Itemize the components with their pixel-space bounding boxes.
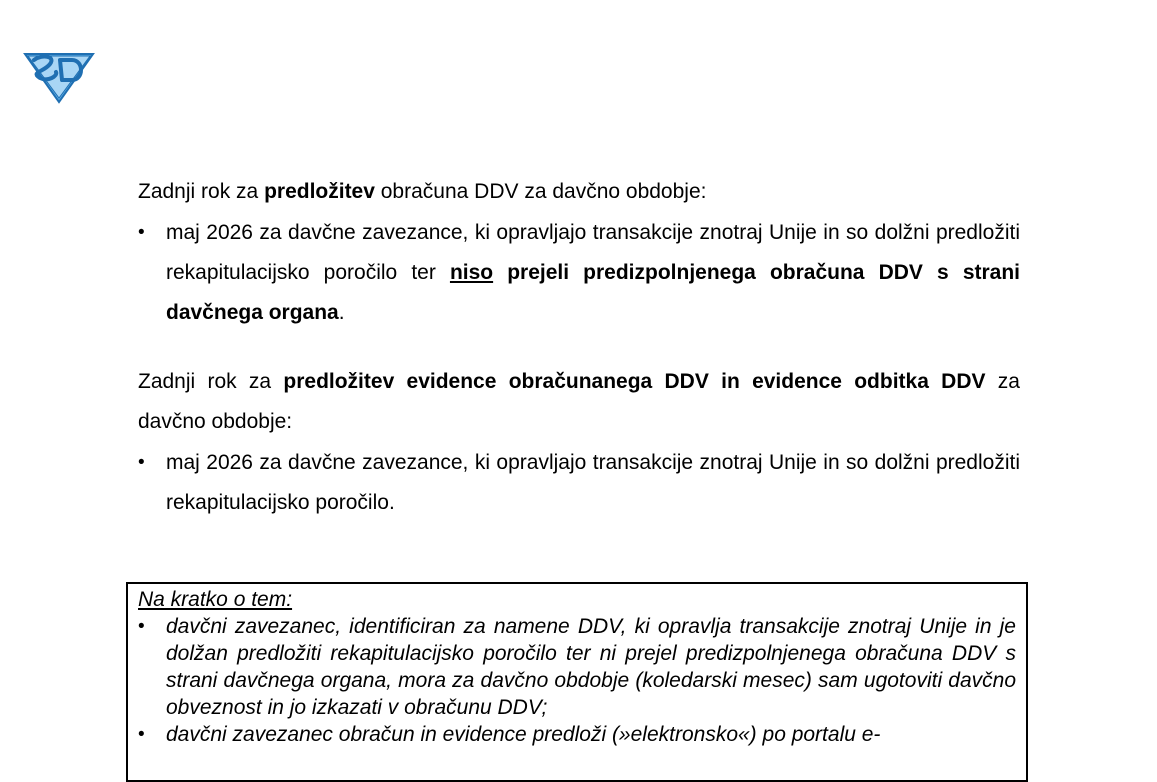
section1-list bbox=[138, 213, 1020, 333]
section2-intro: Zadnji rok za predložitev evidence obračunanega DDV in evidence odbitka DDV za davčno obdobje: bbox=[138, 370, 1020, 433]
summary-box-title: Na kratko o tem: bbox=[138, 588, 293, 611]
summary-box bbox=[126, 582, 1028, 782]
list-item: • maj 2026 za davčne zavezance, ki opravljajo transakcije znotraj Unije in so dolžni predložiti rekapitulacijsko poročilo. bbox=[138, 443, 1020, 523]
sd-shield-logo-icon bbox=[22, 46, 96, 104]
summary-box-list bbox=[138, 613, 1016, 748]
list-item: • maj 2026 za davčne zavezance, ki opravljajo transakcije znotraj Unije in so dolžni predložiti rekapitulacijsko poročilo ter niso prejeli predizpolnjenega obračuna DDV s strani davčnega organa. bbox=[138, 213, 1020, 333]
section2-list bbox=[138, 443, 1020, 523]
list-item: • davčni zavezanec obračun in evidence predloži (»elektronsko«) po portalu e- bbox=[138, 721, 1016, 748]
section1-intro: Zadnji rok za predložitev obračuna DDV za davčno obdobje: bbox=[138, 180, 707, 203]
list-item: • davčni zavezanec, identificiran za namene DDV, ki opravlja transakcije znotraj Unije in je dolžan predložiti rekapitulacijsko poročilo ter ni prejel predizpolnjenega obračuna DDV s strani davčnega organa, mora za davčno obdobje (koledarski mesec) sam ugotoviti davčno obveznost in jo izkazati v obračunu DDV; bbox=[138, 613, 1016, 721]
